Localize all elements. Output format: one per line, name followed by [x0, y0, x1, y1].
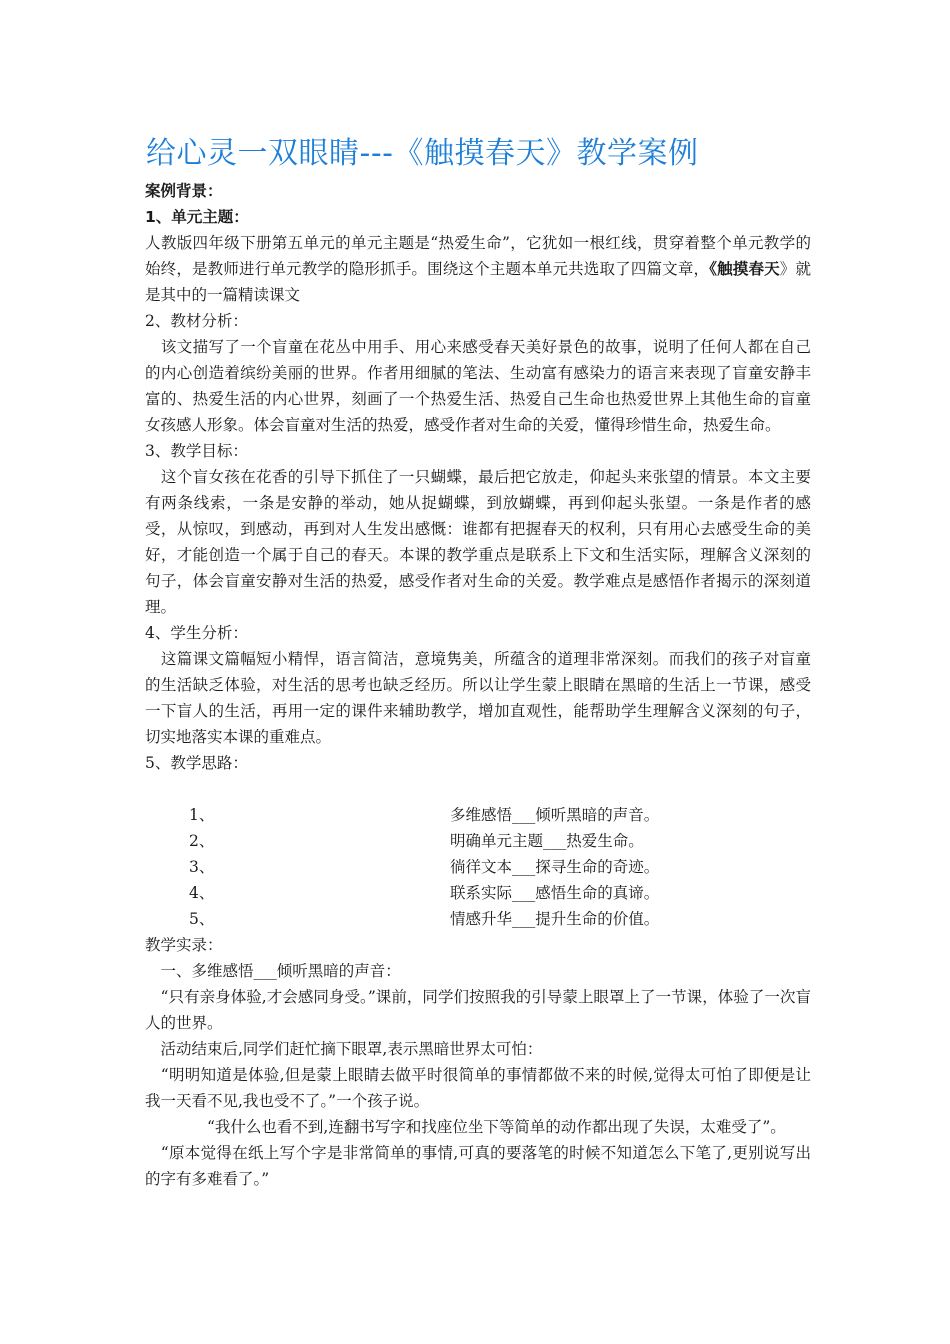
section-4-paragraph: 这篇课文篇幅短小精悍，语言简洁，意境隽美，所蕴含的道理非常深刻。而我们的孩子对盲童的生活缺乏体验，对生活的思考也缺乏经历。所以让学生蒙上眼睛在黑暗的生活上一节课，感受一下盲人的生活，再用一定的课件来辅助教学，增加直观性，能帮助学生理解含义深刻的句子，切实地落实本课的重难点。 — [145, 650, 811, 746]
record-subheading: 一、多维感悟___倾听黑暗的声音： — [145, 962, 401, 980]
outline-text: 情感升华___提升生命的价值。 — [450, 910, 660, 928]
section-2-paragraph: 该文描写了一个盲童在花丛中用手、用心来感受春天美好景色的故事，说明了任何人都在自己的内心创造着缤纷美丽的世界。作者用细腻的笔法、生动富有感染力的语言来表现了盲童安静丰富的、热爱生活的内心世界，刻画了一个热爱生活、热爱自己生命也热爱世界上其他生命的盲童女孩感人形象。体会盲童对生活的热爱，感受作者对生命的关爱，懂得珍惜生命，热爱生命。 — [145, 338, 811, 434]
outline-text: 多维感悟___倾听黑暗的声音。 — [450, 806, 660, 824]
section-3-heading: 3、教学目标： — [145, 442, 248, 460]
section-2-heading: 2、教材分析： — [145, 312, 248, 330]
outline-number: 2、 — [189, 832, 215, 850]
outline-item — [145, 854, 811, 880]
background-heading: 案例背景： — [145, 182, 223, 200]
record-paragraph: “原本觉得在纸上写个字是非常简单的事情,可真的要落笔的时候不知道怎么下笔了,更别说写出的字有多难看了。” — [145, 1144, 811, 1188]
outline-item — [145, 906, 811, 932]
outline-text: 明确单元主题___热爱生命。 — [450, 832, 644, 850]
teaching-outline — [145, 802, 811, 932]
record-paragraph: “明明知道是体验,但是蒙上眼睛去做平时很简单的事情都做不来的时候,觉得太可怕了即便是让我一天看不见,我也受不了。”一个孩子说。 — [145, 1066, 811, 1110]
outline-number: 3、 — [189, 858, 215, 876]
section-1-text: 人教版四年级下册第五单元的单元主题是“热爱生命”，它犹如一根红线，贯穿着整个单元教学的始终，是教师进行单元教学的隐形抓手。围绕这个主题本单元共选取了四篇文章， — [145, 234, 811, 278]
outline-item — [145, 880, 811, 906]
section-3-paragraph: 这个盲女孩在花香的引导下抓住了一只蝴蝶，最后把它放走，仰起头来张望的情景。本文主要有两条线索，一条是安静的举动，她从捉蝴蝶，到放蝴蝶，再到仰起头张望。一条是作者的感受，从惊叹，到感动，再到对人生发出感慨：谁都有把握春天的权利，只有用心去感受生命的美好，才能创造一个属于自己的春天。本课的教学重点是联系上下文和生活实际，理解含义深刻的句子，体会盲童安静对生活的热爱，感受作者对生命的关爱。教学难点是感悟作者揭示的深刻道理。 — [145, 468, 811, 616]
section-4-heading: 4、学生分析： — [145, 624, 248, 642]
outline-number: 5、 — [189, 910, 215, 928]
spacer — [145, 776, 811, 802]
outline-number: 4、 — [189, 884, 215, 902]
record-paragraph: “我什么也看不到,连翻书写字和找座位坐下等简单的动作都出现了失误，太难受了”。 — [145, 1118, 786, 1136]
record-heading: 教学实录： — [145, 936, 223, 954]
lesson-title-bold: 《触摸春天 — [709, 260, 780, 278]
record-paragraph: “只有亲身体验,才会感同身受。”课前，同学们按照我的引导蒙上眼罩上了一节课，体验了一次盲人的世界。 — [145, 988, 811, 1032]
outline-number: 1、 — [189, 806, 215, 824]
section-1-heading: 1、单元主题： — [145, 208, 249, 226]
section-1-text-tail: 》就是其中的一篇精读课文 — [145, 260, 811, 304]
outline-item — [145, 802, 811, 828]
section-5-heading: 5、教学思路： — [145, 754, 248, 772]
section-1-paragraph — [145, 230, 811, 308]
record-paragraph: 活动结束后,同学们赶忙摘下眼罩,表示黑暗世界太可怕： — [145, 1040, 543, 1058]
outline-text: 徜徉文本___探寻生命的奇迹。 — [450, 858, 660, 876]
outline-text: 联系实际___感悟生命的真谛。 — [450, 884, 660, 902]
document-body — [145, 178, 811, 1192]
outline-item — [145, 828, 811, 854]
document-title: 给心灵一双眼睛---《触摸春天》教学案例 — [146, 136, 699, 171]
